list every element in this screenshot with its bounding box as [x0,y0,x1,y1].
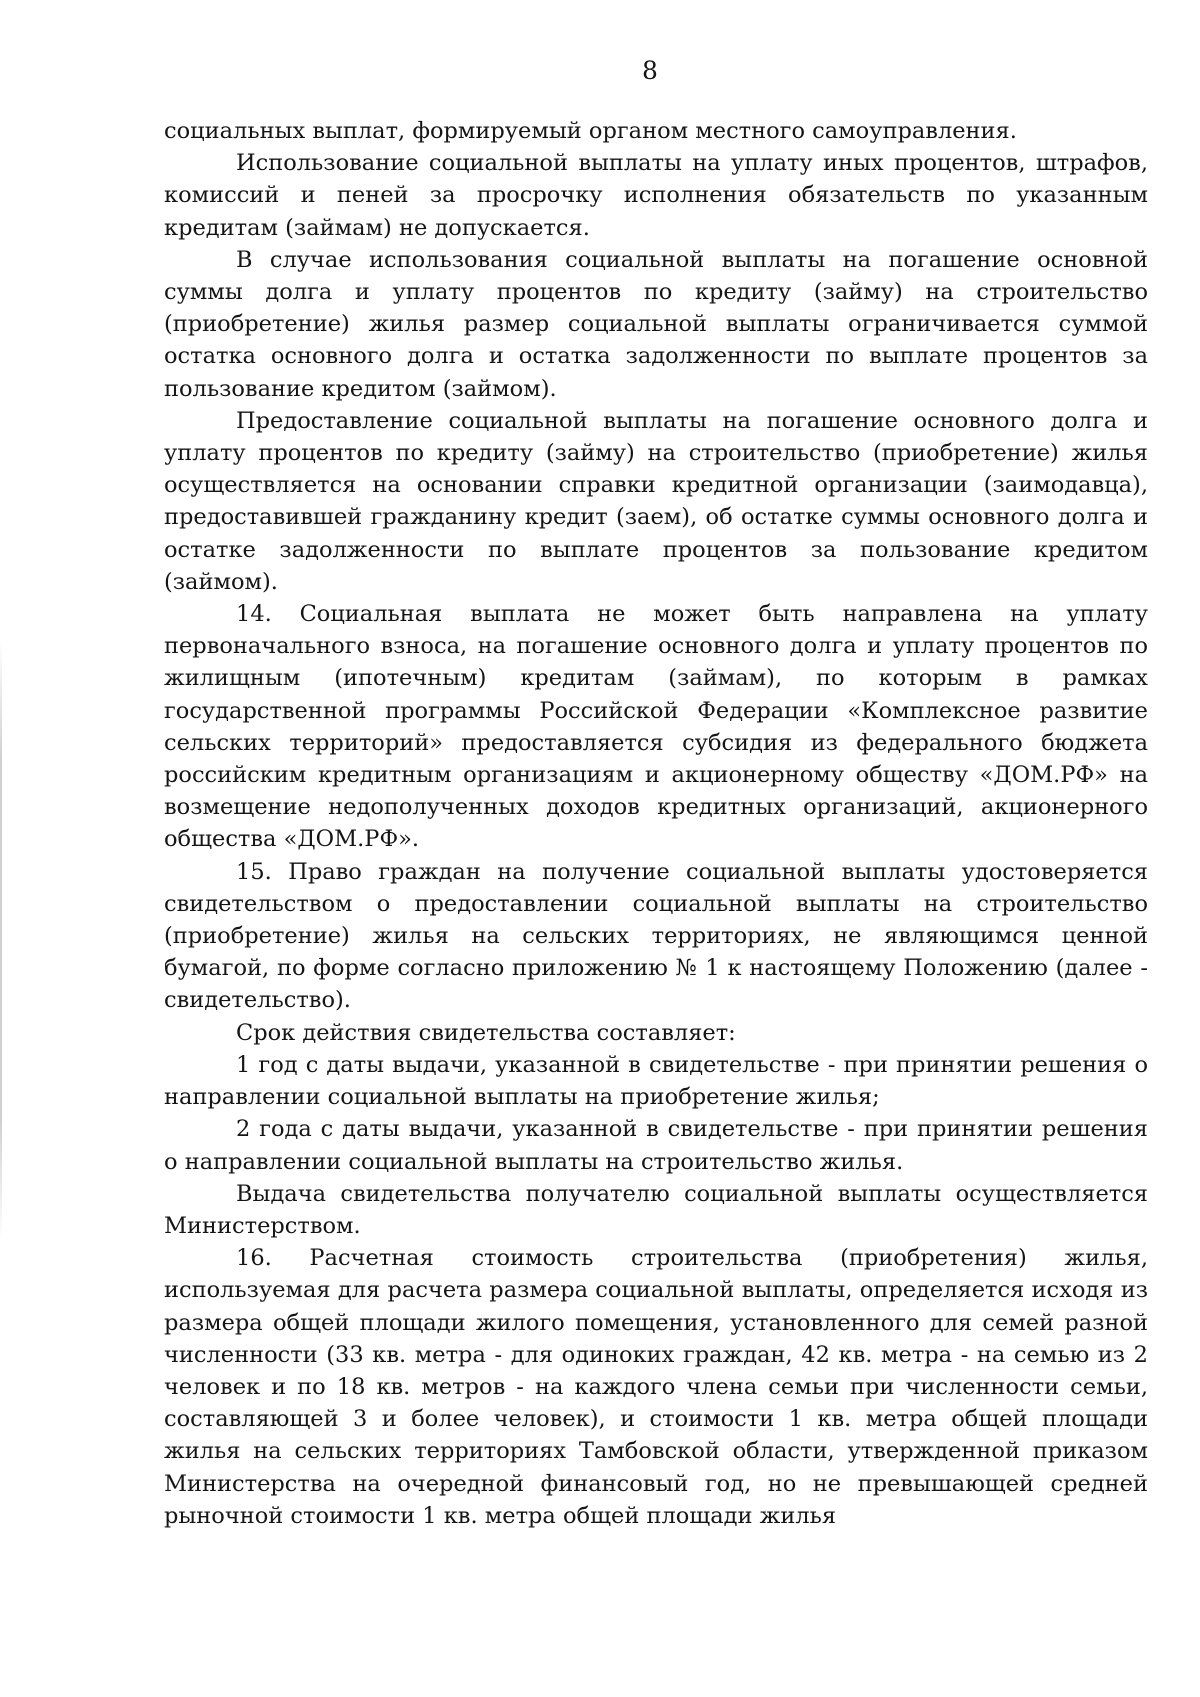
document-body [164,115,1148,1532]
paragraph-section-16: 16. Расчетная стоимость строительства (приобретения) жилья, используемая для расчета размера социальной выплаты, определяется исходя из размера общей площади жилого помещения, установленного для семей разной численности (33 кв. метра - для одиноких граждан, 42 кв. метра - на семью из 2 человек и по 18 кв. метров - на каждого члена семьи при численности семьи, составляющей 3 и более человек), и стоимости 1 кв. метра общей площади жилья на сельских территориях Тамбовской области, утвержденной приказом Министерства на очередной финансовый год, но не превышающей средней рыночной стоимости 1 кв. метра общей площади жилья [164,1245,1148,1529]
scan-edge-shadow [0,640,2,1240]
paragraph: 2 года с даты выдачи, указанной в свидетельстве - при принятии решения о направлении социальной выплаты на строительство жилья. [164,1116,1148,1175]
paragraph: Выдача свидетельства получателю социальной выплаты осуществляется Министерством. [164,1180,1148,1239]
paragraph: Предоставление социальной выплаты на погашение основного долга и уплату процентов по кредиту (займу) на строительство (приобретение) жилья осуществляется на основании справки кредитной организации (заимодавца), предоставившей гражданину кредит (заем), об остатке суммы основного долга и остатке задолженности по выплате процентов за пользование кредитом (займом). [164,407,1148,595]
paragraph: Использование социальной выплаты на уплату иных процентов, штрафов, комиссий и пеней за просрочку исполнения обязательств по указанным кредитам (займам) не допускается. [164,150,1148,241]
page-number: 8 [642,56,658,85]
paragraph: социальных выплат, формируемый органом местного самоуправления. [164,118,1017,144]
paragraph-section-15: 15. Право граждан на получение социальной выплаты удостоверяется свидетельством о предоставлении социальной выплаты на строительство (приобретение) жилья на сельских территориях, не являющимся ценной бумагой, по форме согласно приложению № 1 к настоящему Положению (далее - свидетельство). [164,858,1148,1014]
paragraph-section-14: 14. Социальная выплата не может быть направлена на уплату первоначального взноса, на погашение основного долга и уплату процентов по жилищным (ипотечным) кредитам (займам), по которым в рамках государственной программы Российской Федерации «Комплексное развитие сельских территорий» предоставляется субсидия из федерального бюджета российским кредитным организациям и акционерному обществу «ДОМ.РФ» на возмещение недополученных доходов кредитных организаций, акционерного общества «ДОМ.РФ». [164,601,1148,853]
paragraph: Срок действия свидетельства составляет: [236,1019,736,1046]
paragraph: 1 год с даты выдачи, указанной в свидетельстве - при принятии решения о направлении социальной выплаты на приобретение жилья; [164,1051,1148,1111]
paragraph: В случае использования социальной выплаты на погашение основной суммы долга и уплату процентов по кредиту (займу) на строительство (приобретение) жилья размер социальной выплаты ограничивается суммой остатка основного долга и остатка задолженности по выплате процентов за пользование кредитом (займом). [164,246,1148,402]
